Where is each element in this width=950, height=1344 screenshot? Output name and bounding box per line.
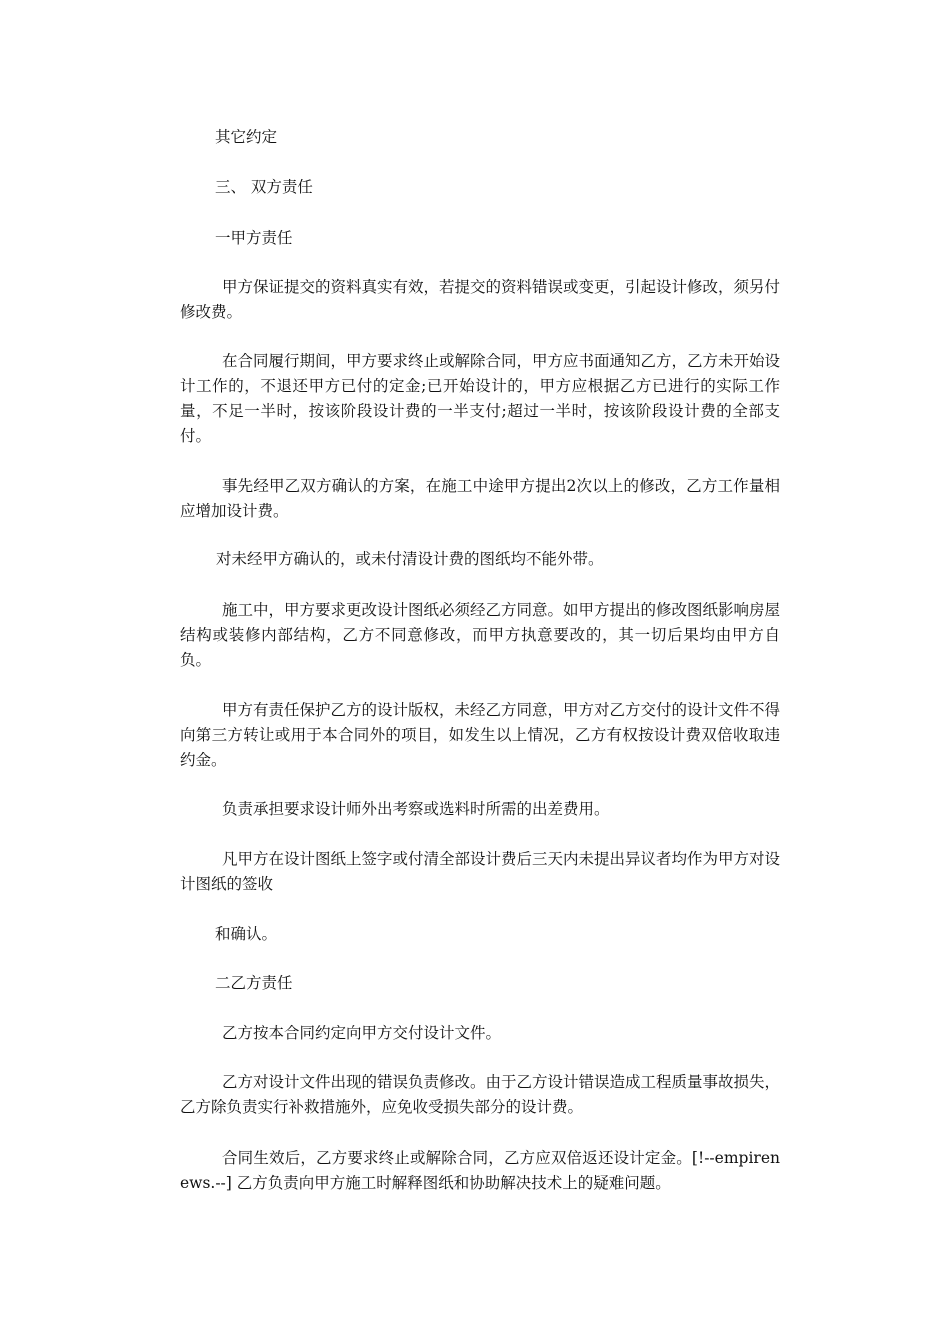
paragraph-a-drawings-restriction: 对未经甲方确认的，或未付清设计费的图纸均不能外带。 — [216, 550, 604, 568]
paragraph-a-design-changes: 施工中，甲方要求更改设计图纸必须经乙方同意。如甲方提出的修改图纸影响房屋结构或装修内部结构，乙方不同意修改，而甲方执意要改的，其一切后果均由甲方自负。 — [180, 601, 781, 669]
paragraph-a-material-authenticity: 甲方保证提交的资料真实有效，若提交的资料错误或变更，引起设计修改，须另付修改费。 — [180, 278, 781, 321]
paragraph-a-plan-modifications: 事先经甲乙双方确认的方案，在施工中途甲方提出2次以上的修改，乙方工作量相应增加设计费。 — [180, 477, 780, 520]
paragraph-confirmation: 和确认。 — [215, 925, 278, 943]
paragraph-a-travel-expenses: 负责承担要求设计师外出考察或选料时所需的出差费用。 — [222, 800, 610, 818]
paragraph-a-contract-termination: 在合同履行期间，甲方要求终止或解除合同，甲方应书面通知乙方，乙方未开始设计工作的，不退还甲方已付的定金;已开始设计的，甲方应根据乙方已进行的实际工作量，不足一半时，按该阶段设计费的一半支付;超过一半时，按该阶段设计费的全部支付。 — [180, 352, 781, 445]
section-heading-mutual-responsibilities: 三、 双方责任 — [215, 178, 313, 196]
paragraph-b-termination-and-support: 合同生效后，乙方要求终止或解除合同，乙方应双倍返还设计定金。[!--empirenews.--] 乙方负责向甲方施工时解释图纸和协助解决技术上的疑难问题。 — [180, 1149, 780, 1192]
paragraph-a-signing-acceptance: 凡甲方在设计图纸上签字或付清全部设计费后三天内未提出异议者均作为甲方对设计图纸的签收 — [180, 850, 781, 893]
subheading-party-a-responsibilities: 一甲方责任 — [215, 229, 293, 247]
subheading-party-b-responsibilities: 二乙方责任 — [215, 974, 293, 992]
paragraph-b-deliver-documents: 乙方按本合同约定向甲方交付设计文件。 — [222, 1024, 502, 1042]
paragraph-a-copyright-protection: 甲方有责任保护乙方的设计版权，未经乙方同意，甲方对乙方交付的设计文件不得向第三方转让或用于本合同外的项目，如发生以上情况，乙方有权按设计费双倍收取违约金。 — [180, 701, 781, 769]
paragraph-other-agreements: 其它约定 — [215, 128, 278, 146]
paragraph-b-error-correction: 乙方对设计文件出现的错误负责修改。由于乙方设计错误造成工程质量事故损失，乙方除负责实行补救措施外，应免收受损失部分的设计费。 — [180, 1073, 781, 1116]
